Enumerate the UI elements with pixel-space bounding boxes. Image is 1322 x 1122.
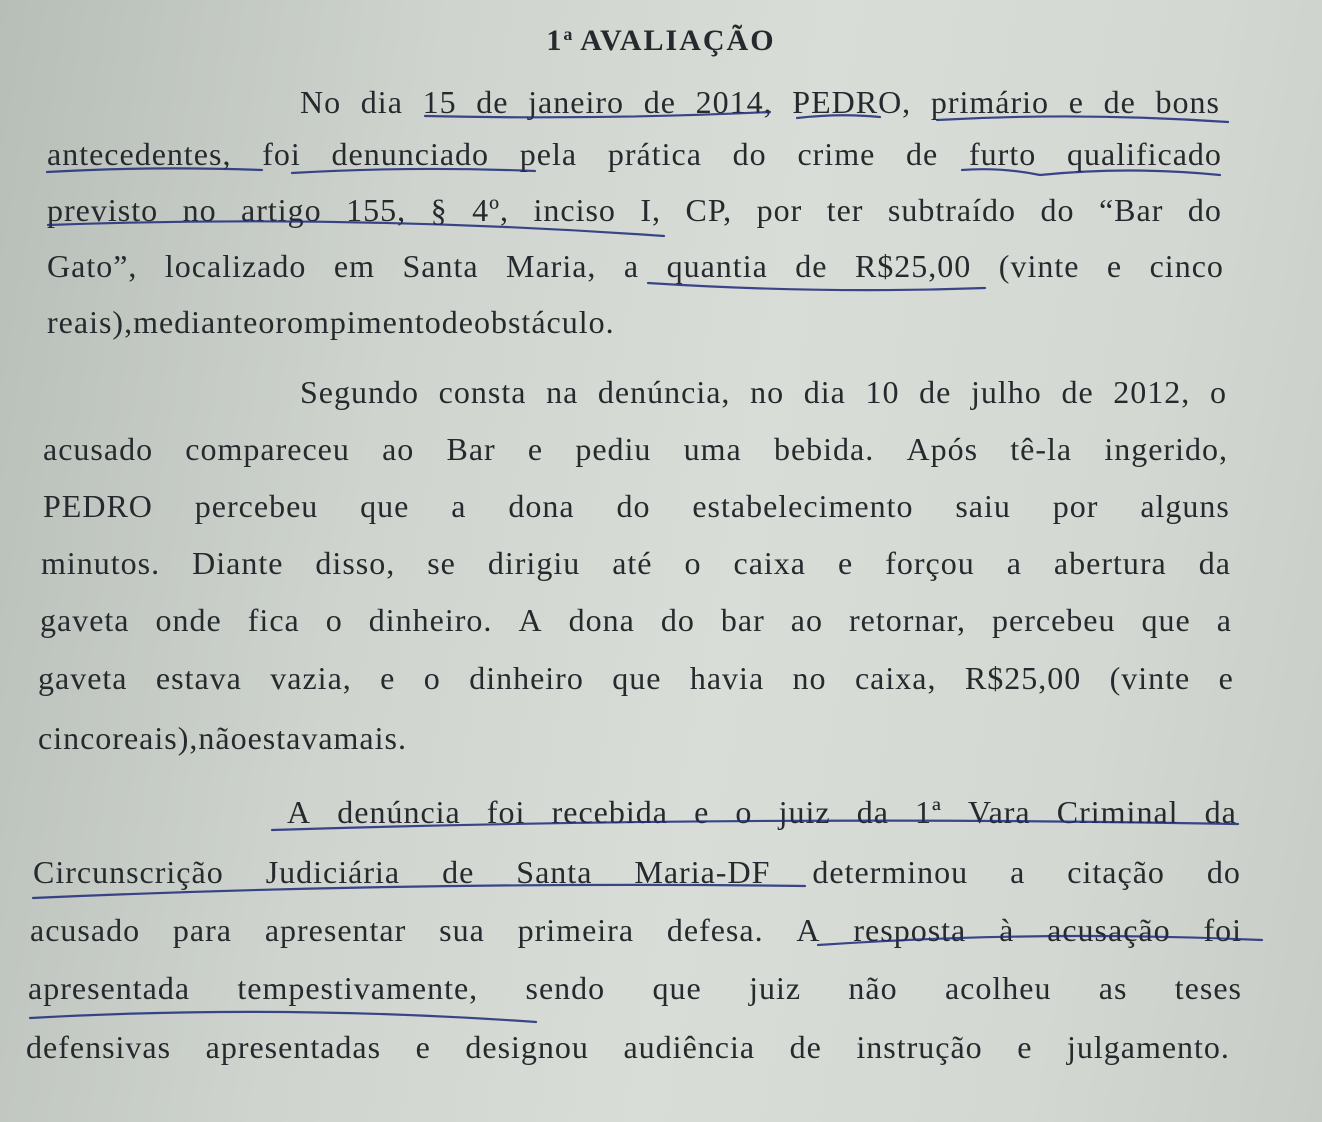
word: fica xyxy=(247,602,300,638)
word: Judiciária xyxy=(265,854,401,890)
word: consta xyxy=(438,374,527,410)
word: A xyxy=(796,912,821,948)
word: bar xyxy=(720,602,765,638)
word: PEDRO, xyxy=(792,84,912,120)
word: prática xyxy=(607,136,702,172)
word: ingerido, xyxy=(1104,431,1228,467)
word: de xyxy=(442,854,475,890)
word: acusado xyxy=(30,912,141,948)
word: o xyxy=(423,660,441,696)
word: apresentada xyxy=(28,970,191,1006)
word: uma xyxy=(683,431,742,467)
word: que xyxy=(612,660,662,696)
word: R$25,00 xyxy=(964,660,1082,696)
word: dinheiro. xyxy=(368,602,493,638)
word: de xyxy=(1061,374,1094,410)
word: subtraído xyxy=(887,192,1016,228)
title-text: AVALIAÇÃO xyxy=(580,24,776,57)
word: mais. xyxy=(333,720,407,756)
word: A xyxy=(287,794,312,830)
word: cinco xyxy=(1149,248,1224,284)
word: audiência xyxy=(623,1029,756,1065)
word: foi xyxy=(262,136,301,172)
word: ter xyxy=(826,192,864,228)
word: (vinte xyxy=(998,248,1080,284)
word: defensivas xyxy=(26,1029,172,1065)
word: da xyxy=(856,794,889,830)
word: qualificado xyxy=(1066,136,1222,172)
word: para xyxy=(172,912,232,948)
word: artigo xyxy=(241,192,322,228)
word: a xyxy=(451,488,467,524)
word: CP, xyxy=(685,192,733,228)
word: acusação xyxy=(1047,912,1171,948)
word: de xyxy=(795,248,828,284)
word: furto xyxy=(969,136,1037,172)
word: do xyxy=(1187,192,1222,228)
word: por xyxy=(756,192,803,228)
word: reais), xyxy=(112,720,199,756)
word: antecedentes, xyxy=(47,136,232,172)
word: ao xyxy=(790,602,823,638)
word: e xyxy=(415,1029,431,1065)
word: rompimento xyxy=(275,304,442,340)
word: No xyxy=(300,84,342,120)
word: juiz xyxy=(749,970,802,1006)
word: cinco xyxy=(38,720,113,756)
text-line xyxy=(300,82,1220,122)
word: “Bar xyxy=(1098,192,1164,228)
word: apresentar xyxy=(264,912,407,948)
word: denunciado xyxy=(331,136,490,172)
word: bons xyxy=(1155,84,1220,120)
word: reais), xyxy=(47,304,134,340)
word: compareceu xyxy=(185,431,350,467)
word: na xyxy=(546,374,579,410)
page-title xyxy=(0,24,1322,58)
text-line xyxy=(26,1027,1230,1067)
word: havia xyxy=(689,660,765,696)
word: juiz xyxy=(778,794,831,830)
word: (vinte xyxy=(1109,660,1191,696)
word: e xyxy=(1106,248,1123,284)
word: I, xyxy=(640,192,662,228)
word: Segundo xyxy=(300,374,419,410)
word: 4º, xyxy=(472,192,509,228)
word: o xyxy=(1209,374,1227,410)
word: e xyxy=(838,545,854,581)
word: e xyxy=(694,794,710,830)
word: no xyxy=(182,192,217,228)
word: denúncia, xyxy=(597,374,731,410)
word: Gato”, xyxy=(47,248,138,284)
word: obstáculo. xyxy=(473,304,615,340)
word: julgamento. xyxy=(1066,1029,1230,1065)
word: que xyxy=(652,970,702,1006)
word: vazia, xyxy=(270,660,352,696)
word: quantia xyxy=(666,248,768,284)
word: estava xyxy=(155,660,242,696)
word: e xyxy=(380,660,396,696)
word: dinheiro xyxy=(469,660,584,696)
word: teses xyxy=(1174,970,1242,1006)
word: à xyxy=(999,912,1015,948)
word: 155, xyxy=(346,192,407,228)
word: § xyxy=(430,192,448,228)
word: Santa xyxy=(516,854,593,890)
word: designou xyxy=(465,1029,589,1065)
word: a xyxy=(1010,854,1026,890)
word: 15 xyxy=(422,84,457,120)
word: o xyxy=(684,545,702,581)
word: foi xyxy=(1203,912,1242,948)
word: de xyxy=(789,1029,822,1065)
word: a xyxy=(623,248,640,284)
text-line xyxy=(47,302,1224,342)
word: denúncia xyxy=(337,794,461,830)
word: no xyxy=(750,374,785,410)
word: onde xyxy=(155,602,222,638)
word: Bar xyxy=(446,431,496,467)
word: do xyxy=(1206,854,1241,890)
word: do xyxy=(616,488,651,524)
word: tê-la xyxy=(1010,431,1073,467)
word: disso, xyxy=(315,545,396,581)
word: que xyxy=(1141,602,1191,638)
word: foi xyxy=(486,794,526,830)
word: do xyxy=(660,602,695,638)
word: por xyxy=(1052,488,1099,524)
word: percebeu xyxy=(194,488,319,524)
word: de xyxy=(919,374,952,410)
word: sua xyxy=(439,912,485,948)
word: estabelecimento xyxy=(692,488,914,524)
word: do xyxy=(1040,192,1075,228)
word: determinou xyxy=(812,854,969,890)
word: em xyxy=(333,248,375,284)
word: dona xyxy=(568,602,635,638)
word: 2012, xyxy=(1113,374,1191,410)
text-line xyxy=(40,600,1232,640)
text-line xyxy=(287,792,1237,832)
word: de xyxy=(441,304,474,340)
word: retornar, xyxy=(848,602,966,638)
word: Criminal xyxy=(1056,794,1179,830)
word: inciso xyxy=(533,192,616,228)
word: apresentadas xyxy=(205,1029,382,1065)
text-line xyxy=(47,134,1222,174)
word: localizado xyxy=(164,248,307,284)
word: Maria, xyxy=(506,248,597,284)
word: a xyxy=(1006,545,1022,581)
word: o xyxy=(735,794,753,830)
text-line xyxy=(28,968,1242,1008)
word: que xyxy=(360,488,410,524)
word: acolheu xyxy=(944,970,1052,1006)
word: do xyxy=(732,136,767,172)
word: mediante xyxy=(133,304,259,340)
word: o xyxy=(258,304,276,340)
title-superscript: a xyxy=(563,24,573,44)
word: 2014, xyxy=(695,84,773,120)
word: PEDRO xyxy=(43,488,153,524)
word: caixa, xyxy=(854,660,937,696)
word: janeiro xyxy=(528,84,624,120)
word: gaveta xyxy=(38,660,128,696)
word: instrução xyxy=(856,1029,983,1065)
word: defesa. xyxy=(666,912,764,948)
word: gaveta xyxy=(40,602,130,638)
word: Diante xyxy=(192,545,284,581)
word: de xyxy=(643,84,676,120)
word: abertura xyxy=(1053,545,1167,581)
text-line xyxy=(43,429,1228,469)
word: e xyxy=(1068,84,1084,120)
word: dirigiu xyxy=(487,545,581,581)
text-line xyxy=(41,543,1231,583)
word: não xyxy=(848,970,898,1006)
word: percebeu xyxy=(992,602,1116,638)
word: as xyxy=(1098,970,1128,1006)
word: da xyxy=(1198,545,1231,581)
word: forçou xyxy=(885,545,975,581)
word: recebida xyxy=(551,794,668,830)
word: dona xyxy=(508,488,575,524)
word: pediu xyxy=(575,431,652,467)
word: Após xyxy=(906,431,979,467)
word: e xyxy=(1017,1029,1033,1065)
word: sendo xyxy=(525,970,606,1006)
text-line xyxy=(33,852,1241,892)
word: saiu xyxy=(955,488,1011,524)
word: dia xyxy=(360,84,403,120)
title-number: 1 xyxy=(546,24,564,57)
word: ao xyxy=(382,431,415,467)
word: Vara xyxy=(968,794,1031,830)
word: de xyxy=(906,136,939,172)
word: a xyxy=(1216,602,1232,638)
word: pela xyxy=(519,136,578,172)
word: Santa xyxy=(402,248,479,284)
word: caixa xyxy=(733,545,806,581)
text-line xyxy=(38,658,1234,698)
word: se xyxy=(427,545,456,581)
word: R$25,00 xyxy=(854,248,972,284)
word: crime xyxy=(797,136,876,172)
word: acusado xyxy=(43,431,154,467)
word: no xyxy=(792,660,827,696)
word: primeira xyxy=(517,912,635,948)
word: bebida. xyxy=(773,431,875,467)
word: não xyxy=(198,720,248,756)
word: julho xyxy=(971,374,1042,410)
word: minutos. xyxy=(41,545,161,581)
word: o xyxy=(325,602,343,638)
word: de xyxy=(1103,84,1136,120)
pen-underline xyxy=(30,1012,536,1022)
text-line xyxy=(43,486,1230,526)
word: estava xyxy=(247,720,334,756)
word: da xyxy=(1204,794,1237,830)
word: até xyxy=(612,545,653,581)
text-line xyxy=(47,190,1222,230)
word: dia xyxy=(803,374,846,410)
text-line xyxy=(300,372,1227,412)
word: tempestivamente, xyxy=(237,970,479,1006)
word: 1ª xyxy=(915,794,942,830)
word: Maria-DF xyxy=(634,854,771,890)
word: e xyxy=(527,431,544,467)
word: 10 xyxy=(865,374,900,410)
word: primário xyxy=(930,84,1050,120)
word: de xyxy=(476,84,509,120)
word: resposta xyxy=(853,912,967,948)
word: Circunscrição xyxy=(33,854,224,890)
text-line xyxy=(47,246,1224,286)
word: citação xyxy=(1067,854,1165,890)
word: A xyxy=(518,602,543,638)
word: alguns xyxy=(1140,488,1230,524)
text-line xyxy=(38,718,1234,758)
word: e xyxy=(1218,660,1234,696)
word: previsto xyxy=(47,192,159,228)
text-line xyxy=(30,910,1242,950)
